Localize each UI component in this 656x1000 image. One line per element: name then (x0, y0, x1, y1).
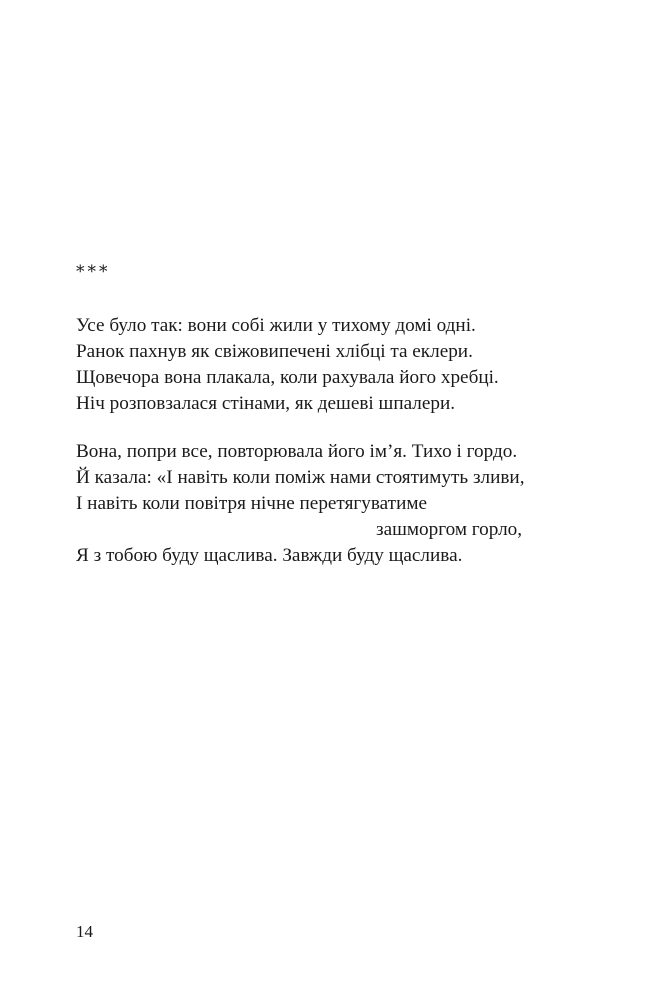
poem-line: Я з тобою буду щаслива. Завжди буду щаслива. (76, 545, 463, 566)
stanza-1 (76, 313, 499, 417)
poem-line-continuation: зашморгом горло, (376, 519, 523, 540)
stanza-2 (76, 439, 525, 569)
poem-line: Ранок пахнув як свіжовипечені хлібці та еклери. (76, 341, 473, 362)
section-asterism: *** (76, 262, 111, 282)
poem-line: Вона, попри все, повторювала його ім’я. Тихо і гордо. (76, 441, 518, 462)
page-number: 14 (76, 922, 93, 941)
poem-line: Усе було так: вони собі жили у тихому домі одні. (76, 315, 476, 336)
poem-line: Ніч розповзалася стінами, як дешеві шпалери. (76, 393, 456, 414)
poem-line: Щовечора вона плакала, коли рахувала його хребці. (76, 367, 499, 388)
poem-line: І навіть коли повітря нічне перетягуватиме (76, 493, 427, 514)
poem-line: Й казала: «І навіть коли поміж нами стоятимуть зливи, (76, 467, 525, 488)
